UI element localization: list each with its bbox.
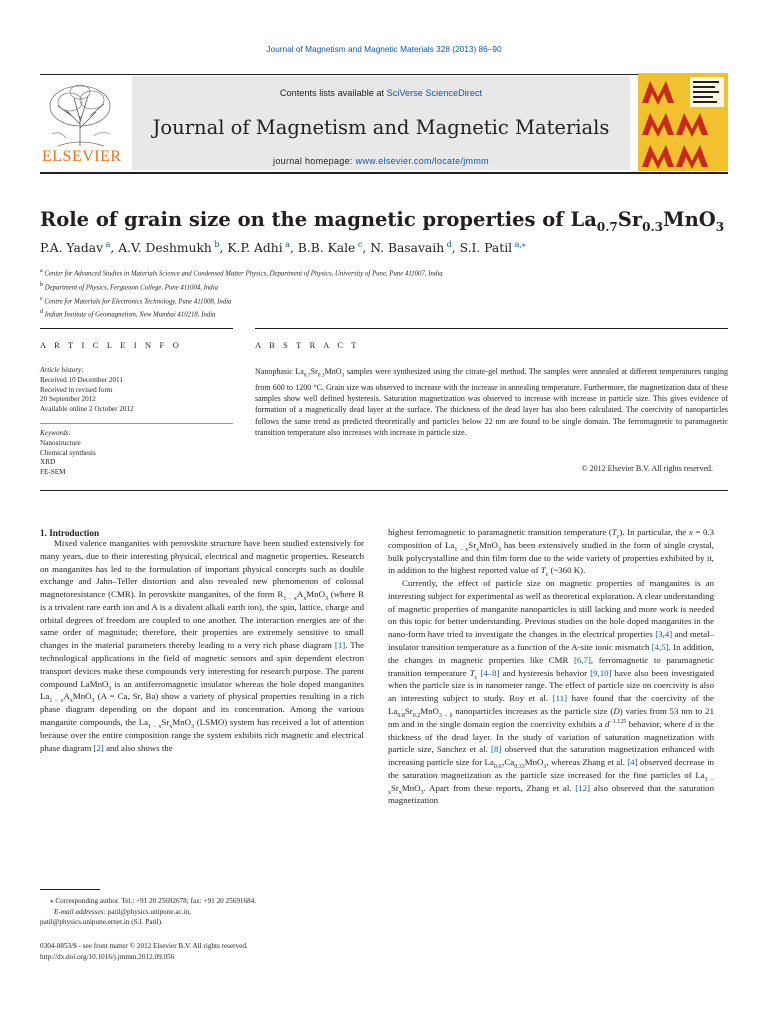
- body-text: −1.125: [609, 718, 627, 725]
- history-item: 20 September 2012: [40, 395, 96, 404]
- journal-info-box: [132, 76, 630, 170]
- author-separator: ,: [110, 241, 119, 256]
- keyword: FE-SEM: [40, 468, 66, 477]
- issn-line: 0304-8853/$ - see front matter © 2012 Elsevier B.V. All rights reserved.: [40, 942, 248, 950]
- journal-name: Journal of Magnetism and Magnetic Materials: [152, 116, 610, 139]
- footnote-line: ⁎ Corresponding author. Tel.: +91 20 25692678; fax: +91 20 25691684.: [50, 897, 257, 905]
- body-text: . In addition, the changes in magnetic properties like CMR: [388, 642, 714, 665]
- body-text: , ferromagnetic to paramagnetic transition temperature: [388, 654, 714, 678]
- author-name: K.P. Adhi: [227, 241, 283, 256]
- body-text: 3: [543, 763, 547, 770]
- section-heading-introduction: 1. Introduction: [40, 528, 100, 538]
- body-text: . The technological applications in the field of magnetic sensors and spin dependent electron transport devices make these compounds very interesting for research purpose. The parent compound LaMnO: [40, 640, 364, 689]
- citation-link[interactable]: [6,7]: [573, 654, 591, 665]
- author-affiliation-marker[interactable]: c: [355, 240, 363, 249]
- body-text: T: [611, 527, 617, 537]
- body-paragraph: [388, 577, 714, 807]
- author-name: B.B. Kale: [297, 241, 356, 256]
- body-text: 3: [497, 546, 501, 553]
- sciencedirect-link[interactable]: SciVerse ScienceDirect: [386, 88, 483, 98]
- abstract-sub: 0.7: [303, 372, 311, 379]
- title-sub: 3: [715, 219, 725, 234]
- article-title: [40, 208, 724, 234]
- doi-link[interactable]: http://dx.doi.org/10.1016/j.jmmm.2012.09.056: [40, 953, 175, 961]
- keywords-rule: [40, 423, 233, 424]
- citation-link[interactable]: [1]: [334, 640, 346, 651]
- abstract-bottom-rule: [40, 490, 728, 491]
- body-text: A: [296, 589, 304, 600]
- journal-citation-link[interactable]: Journal of Magnetism and Magnetic Materials 328 (2013) 86–90: [266, 44, 502, 54]
- affiliation-text: Center for Advanced Studies in Materials Science and Condensed Matter Physics, Department of Physics, University of Pune, Pune 411007, India: [42, 270, 443, 278]
- history-item: Received in revised form: [40, 385, 113, 394]
- author-name: N. Basavaih: [370, 241, 445, 256]
- body-text: 0.67: [493, 763, 505, 770]
- email-address[interactable]: patil@physics.unipune.ac.in,: [105, 907, 191, 916]
- header-top-rule: [40, 74, 728, 75]
- body-text: (A = Ca, Sr, Ba) show a variety of physical properties resulting in a rich phase diagram depending on the dopant and its concentration. Among the various manganite compounds, the La: [40, 691, 365, 727]
- author-list: [40, 240, 526, 255]
- body-text: (where R is a trivalent rare earth ion and A is a divalent alkali earth ion), the spin, lattice, charge and orbital degrees of freedom are coupled to one another. The interaction energies are of the same order of magnitude; therefore, their properties are extremely sensitive to small changes in the material parameters thereby leading to a very rich phase diagram: [40, 589, 364, 651]
- body-text: . Apart from these reports, Zhang et al.: [423, 782, 576, 793]
- body-text: Sr: [468, 539, 477, 550]
- body-text: have found that the coercivity of the La: [388, 693, 714, 716]
- body-text: 1 − x: [49, 698, 64, 705]
- homepage-link[interactable]: www.elsevier.com/locate/jmmm: [355, 156, 489, 166]
- body-text: c: [545, 572, 549, 579]
- body-paragraph: [388, 526, 714, 577]
- history-label: Article history:: [40, 366, 84, 374]
- affiliation: [40, 266, 443, 280]
- keywords-label: Keywords:: [40, 429, 71, 437]
- body-text: d: [687, 718, 693, 729]
- body-text: 0.33: [514, 763, 525, 770]
- body-text: x: [476, 546, 480, 553]
- body-text: and hysteresis behavior: [499, 667, 591, 678]
- body-text: (~360 K).: [548, 565, 586, 576]
- author-affiliation-marker[interactable]: a,⁎: [512, 240, 526, 249]
- body-text: x: [169, 723, 173, 730]
- author-affiliation-marker[interactable]: b: [211, 240, 220, 249]
- abstract-span: samples were synthesized using the citrate-gel method. The samples were annealed at different temperatures ranging from 600 to 1200 °C. Grain size was observed to increase with the increase in annealing temperature. Furthermore, the magnetization data of these samples show well defined hysteresis. Saturation magnetization was observed to increase with increase in particle size. This gives evidence of formation of a magnetically dead layer at the surface. The thickness of the dead layer has also been calculated. The coercivity of nanoparticles follows the same trend as predicted theoretically and particles below 22 nm are found to be single domain. The ferromagnetic to paramagnetic transition temperature also increases with increase in particle size.: [255, 367, 729, 438]
- author-affiliation-marker[interactable]: a: [282, 240, 290, 249]
- body-text: d: [604, 718, 610, 729]
- email-label: E-mail addresses:: [54, 907, 106, 916]
- body-text: MnO: [72, 691, 92, 702]
- article-info-heading: A R T I C L E I N F O: [40, 341, 182, 350]
- author-affiliation-marker[interactable]: a: [103, 240, 111, 249]
- body-text: Sr: [161, 716, 170, 727]
- title-text: MnO: [662, 208, 716, 231]
- body-text: 1 − x: [283, 595, 297, 602]
- body-text: and metal–insulator transition temperature as a function of the A-site ionic mismatch: [388, 629, 714, 653]
- body-text: has been extensively studied in the form of single crystal, bulk polycrystalline and thin film form due to the wide variety of properties exhibited by it, in addition to the highest reported value of: [388, 539, 714, 576]
- body-text: T: [469, 667, 475, 678]
- body-text: 3: [324, 595, 328, 602]
- body-text: x: [688, 527, 693, 537]
- citation-link[interactable]: [4]: [627, 757, 638, 768]
- body-text: MnO: [420, 705, 439, 716]
- abstract-text: [255, 366, 728, 438]
- body-text: 3: [91, 698, 95, 705]
- corresponding-author-footnote: [40, 896, 364, 928]
- body-text: 1 − x: [388, 776, 715, 796]
- citation-link[interactable]: [2]: [93, 742, 104, 753]
- body-text: and also shows the: [103, 742, 173, 753]
- journal-cover-image: [638, 73, 728, 171]
- title-sub: 0.7: [596, 219, 618, 234]
- body-text: MnO: [479, 539, 498, 550]
- body-text: , whereas Zhang et al.: [546, 757, 628, 768]
- body-text: Currently, the effect of particle size on magnetic properties of manganites is an interesting subject for experimental as well as theoretical exploration. A clear understanding of magnetic properties of manganite nanoparticles is still lacking and more work is needed on this topic for better understanding. Previous studies on the hole doped manganites in the nano-form have tried to investigate the changes in the electrical properties: [388, 578, 714, 640]
- body-text: (LSMO) system has received a lot of attention because over the entire composition range the system exhibits rich magnetic and electrical phase diagram: [40, 716, 364, 753]
- keyword: Chemical synthesis: [40, 448, 96, 457]
- article-history: [40, 366, 233, 415]
- abstract-span: MnO: [324, 367, 342, 376]
- email-address[interactable]: patil@physics.unipune.ernet.in (S.I. Patil).: [40, 918, 163, 926]
- body-text: MnO: [172, 716, 192, 727]
- body-text: is an antiferromagnetic insulator whereas the hole doped manganites La: [40, 678, 365, 702]
- body-text: 3: [108, 685, 112, 692]
- abstract-sub: 3: [341, 372, 345, 379]
- copyright-notice: © 2012 Elsevier B.V. All rights reserved.: [581, 464, 713, 473]
- affiliation-marker: b: [40, 281, 43, 288]
- body-text: Sr: [404, 705, 413, 716]
- body-text: 0.2: [412, 712, 421, 719]
- body-text: 0.8: [397, 712, 405, 719]
- keywords: [40, 429, 233, 478]
- abstract-rule: [255, 328, 728, 329]
- history-item: Received 10 December 2011: [40, 375, 123, 384]
- citation-link[interactable]: [11]: [552, 693, 568, 704]
- body-text: ) varies from 53 nm to 21 nm and in the single domain region the coercivity exhibits a: [388, 705, 714, 729]
- affiliation-marker: c: [40, 295, 43, 302]
- footnote-rule: [40, 889, 100, 890]
- body-text: Mixed valence manganites with perovskite structure have been studied extensively for many years, due to their interesting physical, electrical and magnetic properties. Research on manganites has led to the formulation of important physical concepts such as double exchange and Jahn–Teller distortion and also revealed new phenomenon of colossal magnetoresistance (CMR). In perovskite manganites, of the form R: [40, 538, 364, 600]
- body-text: x: [303, 595, 307, 602]
- author-separator: ,: [219, 241, 228, 256]
- body-text: MnO: [306, 589, 325, 600]
- article-info-rule: [40, 328, 233, 329]
- homepage-line: [132, 156, 630, 166]
- author-name: A.V. Deshmukh: [118, 241, 212, 256]
- affiliation-marker: a: [40, 268, 43, 274]
- citation-link[interactable]: [12]: [575, 782, 591, 793]
- footnote-line: [40, 907, 364, 918]
- body-text: 3: [191, 723, 195, 730]
- affiliation-text: Indian Institute of Geomagnetism, New Mumbai 410218, India: [43, 311, 216, 319]
- body-column-right: [388, 526, 714, 807]
- author-name: S.I. Patil: [459, 241, 513, 256]
- citation-link[interactable]: [8]: [491, 744, 502, 755]
- body-text: c: [474, 674, 478, 681]
- body-text: c: [616, 533, 620, 540]
- abstract-span: Sr: [310, 367, 318, 376]
- body-text: Ca: [504, 757, 515, 768]
- body-text: highest ferromagnetic to paramagnetic transition temperature (: [388, 527, 612, 537]
- title-sub: 0.3: [642, 219, 663, 234]
- body-text: MnO: [524, 757, 544, 768]
- title-text: Sr: [617, 208, 643, 231]
- affiliation: [40, 280, 443, 294]
- affiliation: [40, 307, 443, 321]
- body-text: have also been investigated when the particle size is in nanometer range. The effect of particle size on coercivity is also an interesting subject to study. Roy et al.: [388, 667, 714, 704]
- body-text: observed that the saturation magnetization enhanced with increasing particle size for La: [388, 744, 714, 768]
- affiliation: [40, 294, 443, 308]
- abstract-heading: A B S T R A C T: [255, 341, 360, 350]
- author-affiliation-marker[interactable]: d: [444, 240, 452, 249]
- body-column-left: [40, 537, 364, 754]
- contents-prefix: Contents lists available at: [279, 88, 387, 98]
- body-text: = 0.3 composition of La: [388, 527, 714, 550]
- body-text: x: [398, 789, 402, 796]
- citation-link[interactable]: [3,4]: [655, 629, 673, 640]
- front-matter: [40, 941, 248, 963]
- affiliation-text: Department of Physics, Fergusson College, Pune 411004, India: [43, 284, 218, 292]
- publisher-logo-text: ELSEVIER: [42, 148, 122, 165]
- body-text: MnO: [401, 782, 421, 793]
- author-separator: ,: [289, 241, 298, 256]
- body-text: 1 − x: [148, 723, 162, 730]
- body-text: nanoparticles increases as the particle size (: [452, 705, 614, 716]
- body-text: behavior, where: [626, 718, 688, 729]
- header-bottom-rule: [40, 172, 728, 174]
- body-text: T: [540, 565, 546, 576]
- body-text: A: [63, 691, 70, 702]
- body-paragraph: [40, 537, 364, 754]
- title-text: Role of grain size on the magnetic properties of La: [40, 208, 597, 231]
- history-item: Available online 2 October 2012: [40, 405, 134, 414]
- body-text: ). In particular, the: [619, 527, 689, 537]
- body-text: x: [69, 698, 73, 705]
- author-separator: ,: [362, 241, 371, 256]
- citation-link[interactable]: [9,10]: [590, 667, 612, 678]
- keyword: Nanostructure: [40, 438, 81, 447]
- body-text: 3 − δ: [438, 712, 453, 719]
- abstract-sub: 0.3: [317, 372, 325, 379]
- author-name: P.A. Yadav: [40, 241, 104, 256]
- homepage-prefix: journal homepage:: [273, 156, 356, 166]
- body-text: is the thickness of the dead layer. In the study of variation of saturation magnetization with particle size, Sanchez et al.: [388, 718, 714, 755]
- journal-header: [40, 66, 728, 174]
- citation-link[interactable]: [4,5]: [651, 642, 669, 653]
- body-text: observed decrease in the saturation magnetization as the particle size increased for the fine particles of La: [388, 757, 715, 780]
- body-text: D: [613, 705, 620, 716]
- affiliation-text: Centre for Materials for Electronics Technology, Pune 411008, India: [42, 297, 232, 305]
- body-text: 3: [420, 789, 424, 796]
- contents-line: [132, 88, 630, 98]
- body-text: Sr: [391, 782, 399, 793]
- affiliation-marker: d: [40, 309, 43, 316]
- body-text: also observed that the saturation magnetization: [388, 782, 714, 806]
- abstract-span: Nanophasic La: [255, 367, 304, 376]
- citation-link[interactable]: [4–8]: [480, 667, 500, 678]
- affiliations: [40, 266, 443, 321]
- body-text: 1 − x: [454, 546, 469, 553]
- author-separator: ,: [451, 241, 460, 256]
- keyword: XRD: [40, 458, 56, 467]
